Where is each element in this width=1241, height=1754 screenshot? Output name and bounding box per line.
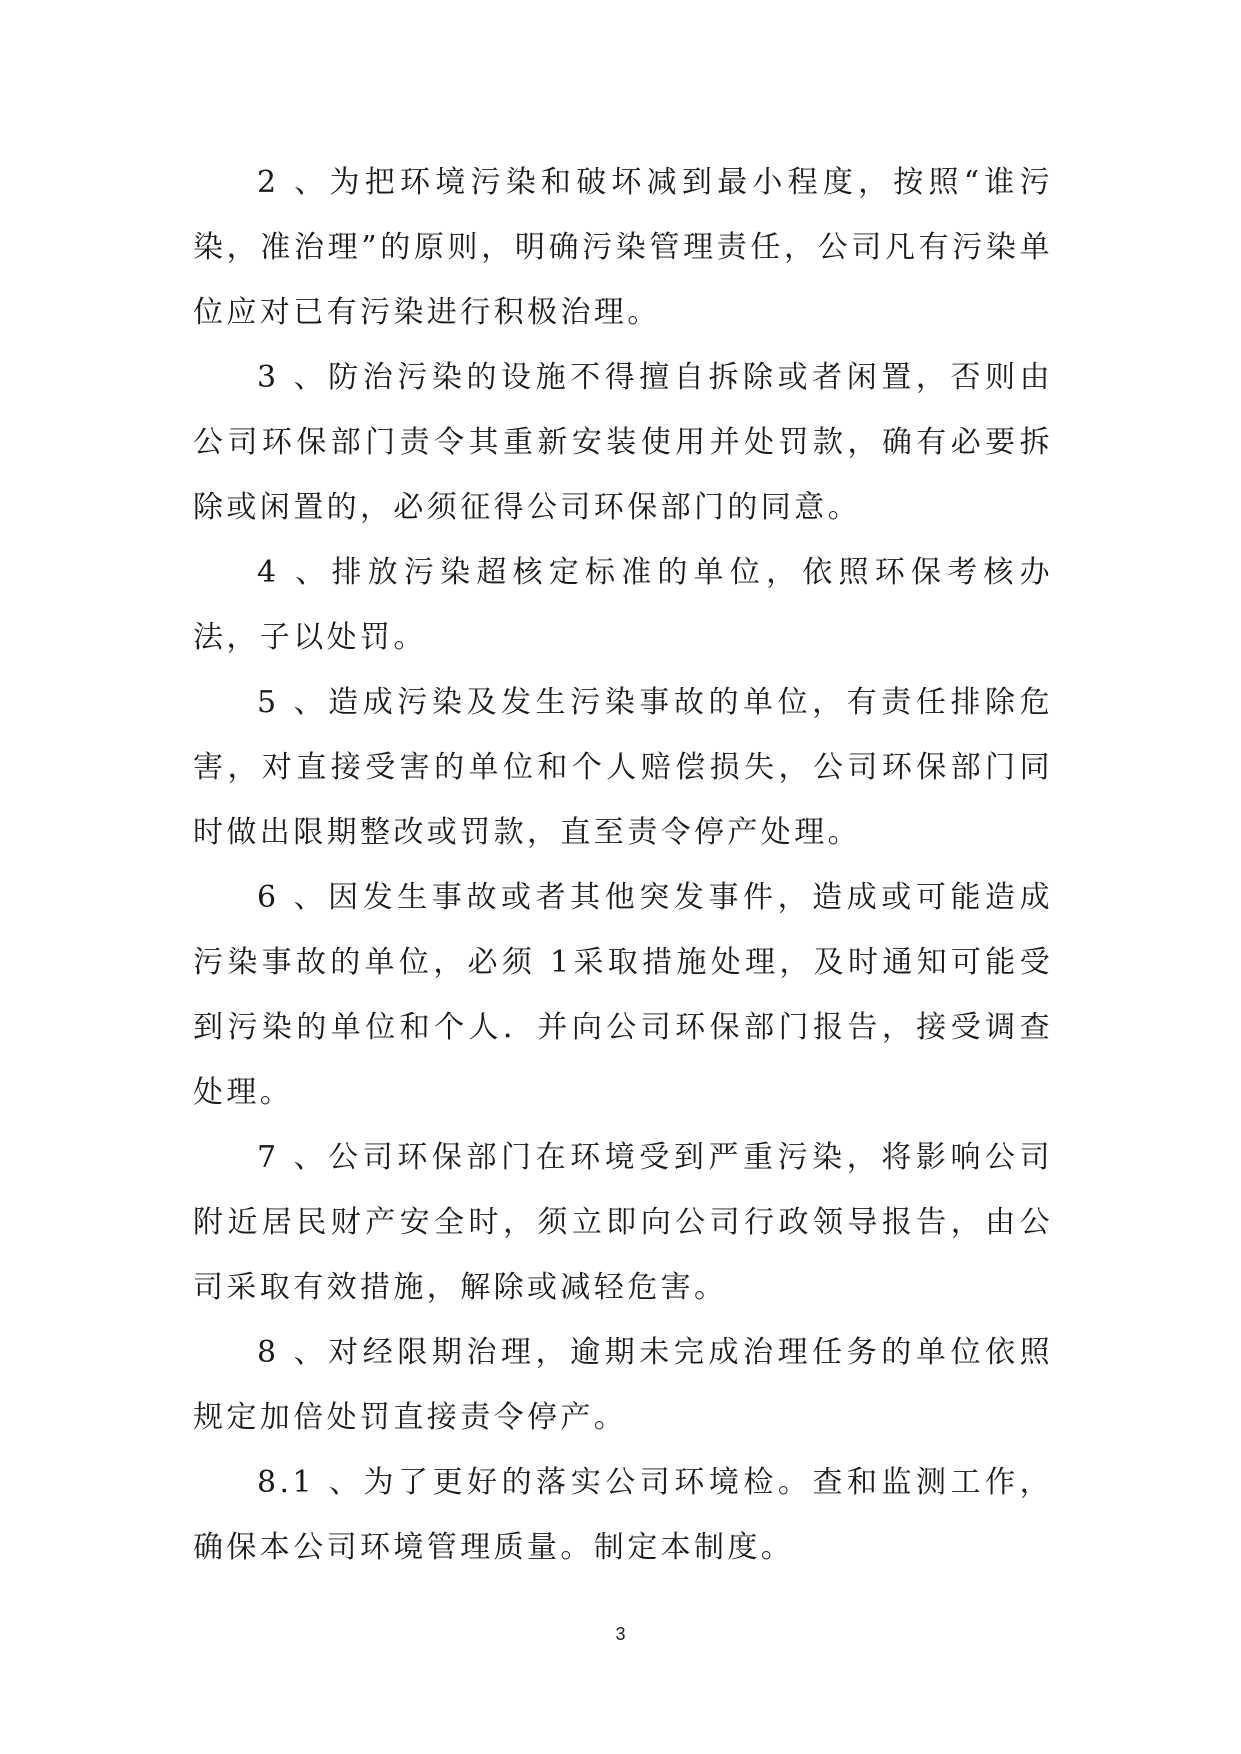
paragraph-item-8: 8 、对经限期治理，逾期未完成治理任务的单位依照规定加倍处罚直接责令停产。 bbox=[193, 1335, 1053, 1435]
paragraph-item-8-1: 8.1 、为了更好的落实公司环境检。查和监测工作，确保本公司环境管理质量。制定本制度。 bbox=[193, 1465, 1053, 1565]
paragraph-item-4: 4 、排放污染超核定标准的单位，依照环保考核办法，子以处罚。 bbox=[193, 555, 1053, 655]
paragraph-item-5: 5 、造成污染及发生污染事故的单位，有责任排除危害，对直接受害的单位和个人赔偿损失，公司环保部门同时做出限期整改或罚款，直至责令停产处理。 bbox=[193, 685, 1053, 850]
paragraph-item-3: 3 、防治污染的设施不得擅自拆除或者闲置，否则由公司环保部门责令其重新安装使用并处罚款，确有必要拆除或闲置的，必须征得公司环保部门的同意。 bbox=[193, 360, 1053, 525]
paragraph-item-6: 6 、因发生事故或者其他突发事件，造成或可能造成污染事故的单位，必须 1采取措施处理，及时通知可能受到污染的单位和个人．并向公司环保部门报告，接受调查处理。 bbox=[193, 880, 1053, 1110]
page-number: 3 bbox=[615, 1624, 626, 1644]
paragraph-item-2: 2 、为把环境污染和破坏减到最小程度，按照“谁污染，准治理”的原则，明确污染管理责任，公司凡有污染单位应对已有污染进行积极治理。 bbox=[193, 165, 1053, 330]
paragraph-item-7: 7 、公司环保部门在环境受到严重污染，将影响公司附近居民财产安全时，须立即向公司行政领导报告，由公司采取有效措施，解除或减轻危害。 bbox=[193, 1140, 1053, 1305]
document-body bbox=[193, 150, 1053, 1580]
